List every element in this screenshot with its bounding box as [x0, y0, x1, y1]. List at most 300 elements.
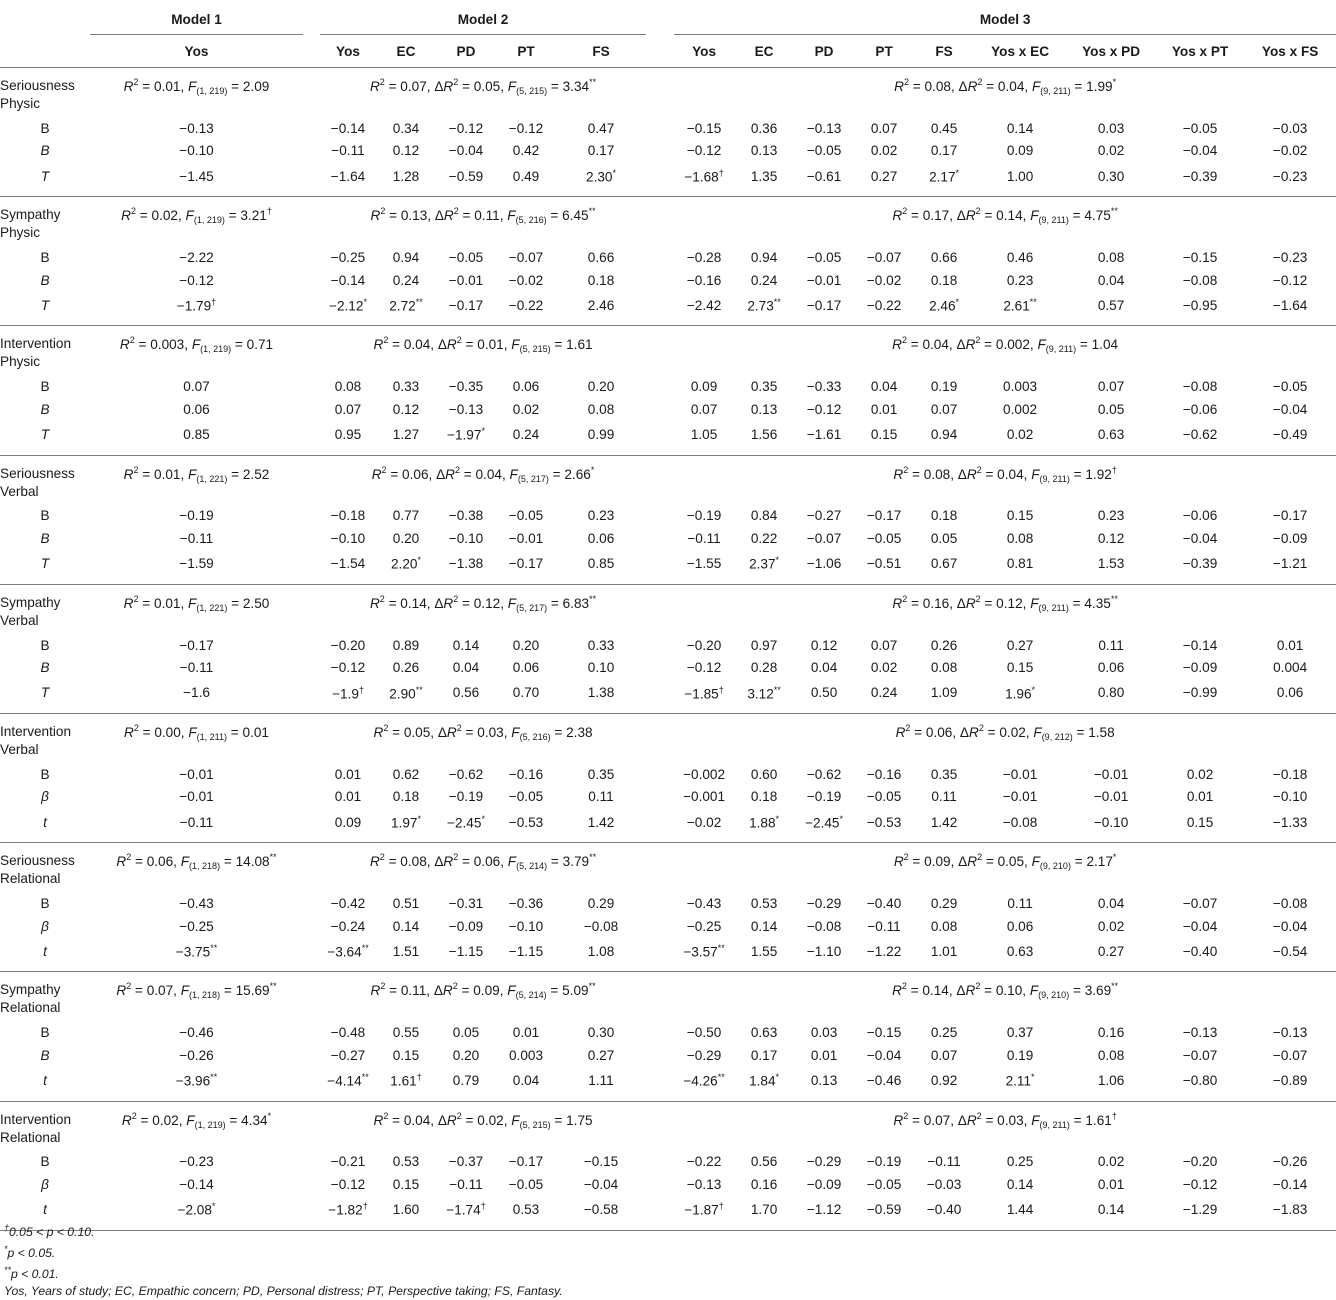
value-cell: 1.08	[587, 943, 615, 959]
regression-table	[0, 4, 1336, 1231]
table-row	[0, 527, 1336, 550]
value-cell: −0.04	[866, 1047, 902, 1063]
value-cell: −0.25	[330, 249, 366, 265]
table-note: *p < 0.05.	[4, 1244, 56, 1261]
table-row	[0, 117, 1336, 140]
value-cell: 0.77	[392, 508, 420, 524]
value-cell: −0.03	[1272, 120, 1308, 136]
value-cell: 2.72**	[389, 297, 423, 314]
row-label: B	[40, 1025, 50, 1041]
value-cell: −1.64	[1272, 297, 1308, 313]
value-cell: 0.06	[587, 530, 615, 546]
value-cell: 0.05	[452, 1025, 480, 1041]
value-cell: −0.17	[866, 508, 902, 524]
value-cell: 0.04	[452, 660, 480, 676]
value-cell: −2.08*	[177, 1201, 216, 1218]
value-cell: −0.01	[1002, 766, 1038, 782]
value-cell: 0.63	[750, 1025, 778, 1041]
value-cell: −0.01	[508, 530, 544, 546]
value-cell: −0.15	[1182, 249, 1218, 265]
outcome-label: Intervention Physic	[0, 336, 72, 370]
table-row	[0, 656, 1336, 679]
value-cell: −0.02	[508, 272, 544, 288]
value-cell: 0.12	[392, 401, 420, 417]
value-cell: 0.97	[750, 637, 778, 653]
value-cell: −0.62	[1182, 427, 1218, 443]
value-cell: −0.05	[866, 1176, 902, 1192]
value-cell: 0.08	[1097, 249, 1125, 265]
value-cell: −1.22	[866, 943, 902, 959]
table-row	[0, 1021, 1336, 1044]
outcome-label: Sympathy Physic	[0, 207, 61, 241]
value-cell: −0.05	[806, 143, 842, 159]
value-cell: −0.17	[806, 297, 842, 313]
value-cell: 0.16	[1097, 1025, 1125, 1041]
model-2-fit: $R^2 = 0.11$, $\Delta R^2 = 0.09$, $F_{(5, 214)} = 5.09^{**}$	[370, 981, 596, 1001]
value-cell: 1.53	[1097, 556, 1125, 572]
value-cell: 0.34	[392, 120, 420, 136]
value-cell: −0.11	[687, 530, 721, 546]
value-cell: 0.42	[512, 143, 540, 159]
value-cell: −0.002	[683, 766, 726, 782]
model-1-fit: $R^2 = 0.003$, $F_{(1, 219)} = 0.71$	[119, 335, 274, 355]
column-header-m3-6: Yos x PD	[1082, 43, 1141, 59]
value-cell: −0.16	[866, 766, 902, 782]
model-2-fit: $R^2 = 0.14$, $\Delta R^2 = 0.12$, $F_{(5, 217)} = 6.83^{**}$	[369, 593, 597, 613]
table-row	[0, 550, 1336, 585]
value-cell: −0.07	[1272, 1047, 1308, 1063]
value-cell: −0.10	[1093, 814, 1129, 830]
value-cell: −0.11	[179, 530, 214, 546]
value-cell: 0.08	[930, 660, 958, 676]
row-label: β	[41, 789, 49, 805]
value-cell: 0.07	[930, 401, 958, 417]
value-cell: −0.001	[683, 789, 726, 805]
value-cell: 1.70	[750, 1202, 778, 1218]
value-cell: 1.05	[690, 427, 718, 443]
outcome-label: Intervention Relational	[0, 1111, 72, 1145]
value-cell: 0.18	[930, 272, 958, 288]
value-cell: −0.46	[179, 1025, 214, 1041]
value-cell: −0.22	[866, 297, 902, 313]
value-cell: 0.23	[1097, 508, 1125, 524]
value-cell: 0.56	[750, 1154, 778, 1170]
value-cell: −0.13	[448, 401, 484, 417]
value-cell: 1.06	[1097, 1073, 1125, 1088]
value-cell: 0.03	[810, 1025, 838, 1041]
value-cell: 2.61**	[1003, 297, 1037, 314]
value-cell: −0.31	[448, 895, 484, 911]
row-label: β	[41, 918, 49, 934]
value-cell: 0.26	[392, 660, 420, 676]
value-cell: 0.07	[690, 401, 718, 417]
value-cell: −0.61	[806, 168, 842, 184]
value-cell: −0.04	[1272, 401, 1308, 417]
value-cell: −3.64**	[327, 943, 369, 960]
value-cell: 0.14	[750, 918, 778, 934]
value-cell: −0.43	[686, 895, 722, 911]
value-cell: 0.27	[1006, 637, 1034, 653]
value-cell: 0.20	[587, 379, 615, 395]
outcome-block-header	[0, 972, 1336, 1022]
column-header-m3-5: Yos x EC	[991, 43, 1050, 59]
value-cell: −0.11	[927, 1154, 961, 1170]
value-cell: 0.95	[334, 427, 362, 443]
value-cell: −0.12	[448, 120, 484, 136]
outcome-label: Sympathy Relational	[0, 982, 61, 1016]
value-cell: 0.14	[1006, 1176, 1034, 1192]
value-cell: −0.19	[686, 508, 722, 524]
value-cell: 0.51	[392, 895, 420, 911]
value-cell: 0.14	[1006, 120, 1034, 136]
value-cell: 0.04	[810, 660, 838, 676]
value-cell: 0.01	[334, 789, 362, 805]
row-label: B	[40, 272, 50, 288]
value-cell: 1.42	[930, 814, 958, 830]
value-cell: 1.01	[930, 943, 958, 959]
value-cell: 0.29	[930, 895, 958, 911]
value-cell: 0.09	[334, 814, 362, 830]
value-cell: 0.36	[750, 120, 778, 136]
value-cell: −0.26	[179, 1047, 214, 1063]
model-3-fit: $R^2 = 0.14$, $\Delta R^2 = 0.10$, $F_{(9, 210)} = 3.69^{**}$	[892, 981, 1119, 1001]
value-cell: 0.17	[930, 143, 958, 159]
value-cell: −0.09	[1182, 660, 1218, 676]
value-cell: 3.12**	[747, 684, 781, 702]
value-cell: −0.23	[179, 1154, 214, 1170]
outcome-block-header	[0, 197, 1336, 247]
value-cell: 0.08	[1097, 1047, 1125, 1063]
row-label: B	[40, 1047, 50, 1063]
value-cell: −1.6	[183, 685, 210, 701]
value-cell: −0.23	[1272, 168, 1308, 184]
column-header-empty	[0, 35, 90, 68]
value-cell: 0.13	[750, 401, 778, 417]
value-cell: 0.02	[870, 143, 898, 159]
value-cell: −0.11	[449, 1176, 483, 1192]
value-cell: −0.89	[1272, 1073, 1308, 1088]
value-cell: 1.28	[392, 168, 420, 184]
value-cell: −0.29	[806, 895, 842, 911]
value-cell: 0.15	[392, 1176, 420, 1192]
model-3-fit: $R^2 = 0.17$, $\Delta R^2 = 0.14$, $F_{(9, 211)} = 4.75^{**}$	[892, 206, 1118, 226]
value-cell: −0.21	[330, 1154, 366, 1170]
value-cell: −1.87†	[684, 1201, 724, 1218]
value-cell: −0.20	[330, 637, 366, 653]
row-label: T	[40, 297, 50, 313]
row-label: B	[40, 895, 50, 911]
value-cell: 2.20*	[391, 555, 421, 573]
value-cell: 0.11	[588, 789, 614, 805]
value-cell: 0.06	[1097, 660, 1125, 676]
value-cell: −0.05	[508, 789, 544, 805]
table-row	[0, 1067, 1336, 1102]
table-row	[0, 808, 1336, 843]
value-cell: 0.24	[750, 272, 778, 288]
value-cell: 2.46*	[929, 297, 960, 314]
value-cell: −1.59	[179, 556, 214, 572]
value-cell: −0.02	[1272, 143, 1308, 159]
value-cell: 0.08	[1006, 530, 1034, 546]
value-cell: −1.74†	[446, 1201, 486, 1218]
model-1-fit: $R^2 = 0.01$, $F_{(1, 219)} = 2.09$	[123, 77, 270, 96]
value-cell: −1.29	[1182, 1202, 1218, 1218]
value-cell: −0.01	[1093, 789, 1129, 805]
value-cell: 1.51	[392, 943, 420, 959]
value-cell: −0.62	[448, 766, 484, 782]
value-cell: 0.06	[512, 379, 540, 395]
value-cell: 0.01	[810, 1047, 838, 1063]
value-cell: 0.09	[690, 379, 718, 395]
value-cell: 0.07	[870, 637, 898, 653]
value-cell: 1.97*	[391, 813, 421, 831]
model-3-fit: $R^2 = 0.16$, $\Delta R^2 = 0.12$, $F_{(9, 211)} = 4.35^{**}$	[892, 593, 1118, 613]
value-cell: 2.17*	[929, 167, 960, 185]
value-cell: −0.29	[806, 1154, 842, 1170]
value-cell: 0.04	[1097, 895, 1125, 911]
value-cell: 0.30	[1097, 168, 1125, 184]
value-cell: −0.59	[866, 1202, 902, 1218]
value-cell: 0.08	[587, 401, 615, 417]
value-cell: 0.27	[870, 168, 898, 184]
value-cell: −0.27	[330, 1047, 366, 1063]
value-cell: 2.46	[587, 297, 615, 313]
table-row	[0, 398, 1336, 421]
model-3-header: Model 3	[674, 4, 1336, 35]
model-2-fit: $R^2 = 0.05$, $\Delta R^2 = 0.03$, $F_{(5, 216)} = 2.38$	[373, 722, 593, 742]
table-row	[0, 763, 1336, 786]
value-cell: −0.14	[1182, 637, 1218, 653]
value-cell: 0.01	[1097, 1176, 1125, 1192]
value-cell: −0.04	[448, 143, 484, 159]
row-label: B	[40, 143, 50, 159]
value-cell: −1.45	[179, 168, 214, 184]
row-label: B	[40, 379, 50, 395]
value-cell: 0.27	[587, 1047, 615, 1063]
table-row	[0, 375, 1336, 398]
value-cell: 0.45	[930, 120, 958, 136]
row-label: T	[40, 556, 50, 572]
model-2-fit: $R^2 = 0.13$, $\Delta R^2 = 0.11$, $F_{(5, 216)} = 6.45^{**}$	[370, 206, 596, 226]
outcome-label: Sympathy Verbal	[0, 594, 61, 628]
column-header-m2-2: PD	[456, 43, 476, 59]
value-cell: 0.15	[1006, 508, 1034, 524]
value-cell: −0.99	[1182, 685, 1218, 701]
value-cell: 0.56	[452, 685, 480, 701]
value-cell: −1.15	[448, 943, 484, 959]
value-cell: −0.04	[1272, 918, 1308, 934]
column-header-m2-3: PT	[517, 43, 535, 59]
column-header-row	[0, 35, 1336, 68]
value-cell: 0.47	[587, 120, 615, 136]
value-cell: 0.07	[930, 1047, 958, 1063]
value-cell: 0.09	[1006, 143, 1034, 159]
value-cell: 2.11*	[1005, 1072, 1035, 1089]
value-cell: 0.20	[512, 637, 540, 653]
model-2-fit: $R^2 = 0.04$, $\Delta R^2 = 0.02$, $F_{(5, 215)} = 1.75$	[373, 1110, 593, 1130]
value-cell: −1.97*	[447, 426, 485, 443]
value-cell: −1.15	[508, 943, 544, 959]
value-cell: 0.02	[1097, 918, 1125, 934]
value-cell: −0.10	[330, 530, 366, 546]
value-cell: 0.17	[587, 143, 615, 159]
value-cell: −0.14	[330, 120, 366, 136]
value-cell: 0.66	[930, 249, 958, 265]
outcome-block-header	[0, 584, 1336, 634]
value-cell: 0.02	[1186, 766, 1214, 782]
value-cell: −0.11	[179, 660, 214, 676]
column-header-m2-1: EC	[396, 43, 416, 59]
table-note: †0.05 < p < 0.10.	[4, 1223, 95, 1240]
value-cell: −0.10	[179, 143, 214, 159]
model-3-fit: $R^2 = 0.04$, $\Delta R^2 = 0.002$, $F_{(9, 211)} = 1.04$	[892, 335, 1119, 355]
outcome-label: Seriousness Physic	[0, 78, 75, 111]
value-cell: −0.51	[866, 556, 902, 572]
row-label: B	[40, 249, 50, 265]
value-cell: 0.50	[810, 685, 838, 701]
value-cell: −1.12	[806, 1202, 842, 1218]
value-cell: −0.12	[508, 120, 544, 136]
outcome-block-header	[0, 713, 1336, 763]
value-cell: −0.07	[866, 249, 902, 265]
value-cell: −0.14	[1272, 1176, 1308, 1192]
value-cell: −1.82†	[328, 1201, 368, 1218]
value-cell: −0.06	[1182, 401, 1218, 417]
value-cell: −0.13	[1272, 1025, 1308, 1041]
value-cell: −0.53	[508, 814, 544, 830]
value-cell: 0.05	[1097, 401, 1125, 417]
value-cell: −0.13	[806, 120, 842, 136]
value-cell: −0.14	[330, 272, 366, 288]
value-cell: −0.17	[1272, 508, 1308, 524]
value-cell: −0.25	[686, 918, 722, 934]
value-cell: 0.30	[587, 1025, 615, 1041]
value-cell: −0.09	[1272, 530, 1308, 546]
value-cell: −3.75**	[175, 943, 218, 960]
value-cell: 0.13	[810, 1073, 838, 1088]
value-cell: −0.28	[686, 249, 722, 265]
model-3-fit: $R^2 = 0.06$, $\Delta R^2 = 0.02$, $F_{(9, 212)} = 1.58$	[895, 722, 1115, 742]
value-cell: 0.15	[1006, 660, 1034, 676]
value-cell: −0.08	[1002, 814, 1038, 830]
model-3-fit: $R^2 = 0.09$, $\Delta R^2 = 0.05$, $F_{(9, 210)} = 2.17^*$	[893, 852, 1117, 872]
row-label: t	[43, 1073, 47, 1088]
value-cell: 0.85	[183, 427, 210, 443]
value-cell: −2.22	[179, 249, 214, 265]
value-cell: −0.26	[1272, 1154, 1308, 1170]
value-cell: 0.04	[870, 379, 898, 395]
value-cell: 0.02	[1097, 1154, 1125, 1170]
value-cell: 0.12	[810, 637, 838, 653]
value-cell: 0.22	[750, 530, 778, 546]
value-cell: 1.35	[750, 168, 778, 184]
value-cell: −0.12	[179, 272, 214, 288]
value-cell: −0.10	[448, 530, 484, 546]
row-label: B	[40, 120, 50, 136]
value-cell: 0.13	[750, 143, 778, 159]
value-cell: 0.19	[1006, 1047, 1034, 1063]
value-cell: 0.04	[512, 1073, 540, 1088]
value-cell: −0.09	[448, 918, 484, 934]
table-row	[0, 1044, 1336, 1067]
value-cell: −0.17	[508, 556, 544, 572]
value-cell: −0.13	[179, 120, 214, 136]
value-cell: −0.29	[686, 1047, 722, 1063]
value-cell: −0.20	[1182, 1154, 1218, 1170]
value-cell: −1.79†	[176, 297, 217, 314]
value-cell: 0.02	[512, 401, 540, 417]
value-cell: −3.96**	[175, 1072, 218, 1089]
value-cell: 0.16	[750, 1176, 778, 1192]
value-cell: 0.33	[587, 637, 615, 653]
value-cell: −1.38	[448, 556, 484, 572]
value-cell: −0.04	[1182, 530, 1218, 546]
value-cell: 1.88*	[749, 813, 780, 831]
value-cell: −0.12	[330, 1176, 366, 1192]
value-cell: 0.14	[1097, 1202, 1125, 1218]
value-cell: −0.05	[508, 508, 544, 524]
value-cell: −0.08	[806, 918, 842, 934]
value-cell: −0.16	[686, 272, 722, 288]
value-cell: 0.49	[512, 168, 540, 184]
column-header-m3-2: PD	[814, 43, 834, 59]
value-cell: 0.01	[512, 1025, 540, 1041]
value-cell: 0.63	[1097, 427, 1125, 443]
value-cell: 0.85	[587, 556, 615, 572]
value-cell: 0.11	[1098, 637, 1124, 653]
row-label: t	[43, 943, 47, 959]
value-cell: −1.68†	[684, 167, 724, 185]
value-cell: −0.15	[686, 120, 722, 136]
value-cell: −0.18	[330, 508, 366, 524]
value-cell: 0.89	[392, 637, 420, 653]
model-3-fit: $R^2 = 0.07$, $\Delta R^2 = 0.03$, $F_{(9, 211)} = 1.61^\dagger$	[893, 1110, 1117, 1130]
value-cell: 1.42	[587, 814, 615, 830]
value-cell: 1.09	[930, 685, 958, 701]
value-cell: −0.04	[1182, 143, 1218, 159]
value-cell: 0.37	[1006, 1025, 1034, 1041]
value-cell: −0.20	[686, 637, 722, 653]
value-cell: 1.11	[588, 1073, 614, 1088]
value-cell: 0.003	[1003, 379, 1038, 395]
value-cell: −1.9†	[332, 684, 364, 702]
table-row	[0, 291, 1336, 326]
value-cell: −0.22	[686, 1154, 722, 1170]
value-cell: −0.62	[806, 766, 842, 782]
model-header-row	[0, 4, 1336, 35]
value-cell: 0.07	[1097, 379, 1125, 395]
model-2-fit: $R^2 = 0.08$, $\Delta R^2 = 0.06$, $F_{(5, 214)} = 3.79^{**}$	[369, 852, 597, 872]
table-row	[0, 140, 1336, 163]
value-cell: 0.18	[750, 789, 778, 805]
value-cell: 0.84	[750, 508, 778, 524]
value-cell: 0.29	[587, 895, 615, 911]
value-cell: −1.06	[806, 556, 842, 572]
value-cell: −1.85†	[684, 684, 724, 702]
value-cell: −0.07	[508, 249, 544, 265]
value-cell: 0.03	[1097, 120, 1125, 136]
value-cell: −4.26**	[683, 1072, 725, 1089]
value-cell: −0.05	[1182, 120, 1218, 136]
value-cell: 0.01	[1186, 789, 1214, 805]
value-cell: 0.80	[1097, 685, 1125, 701]
value-cell: 0.06	[183, 401, 210, 417]
value-cell: −4.14**	[327, 1072, 369, 1089]
value-cell: 0.24	[870, 685, 898, 701]
model-1-fit: $R^2 = 0.02$, $F_{(1, 219)} = 4.34^*$	[121, 1110, 272, 1130]
value-cell: 0.20	[452, 1047, 480, 1063]
value-cell: 1.56	[750, 427, 778, 443]
